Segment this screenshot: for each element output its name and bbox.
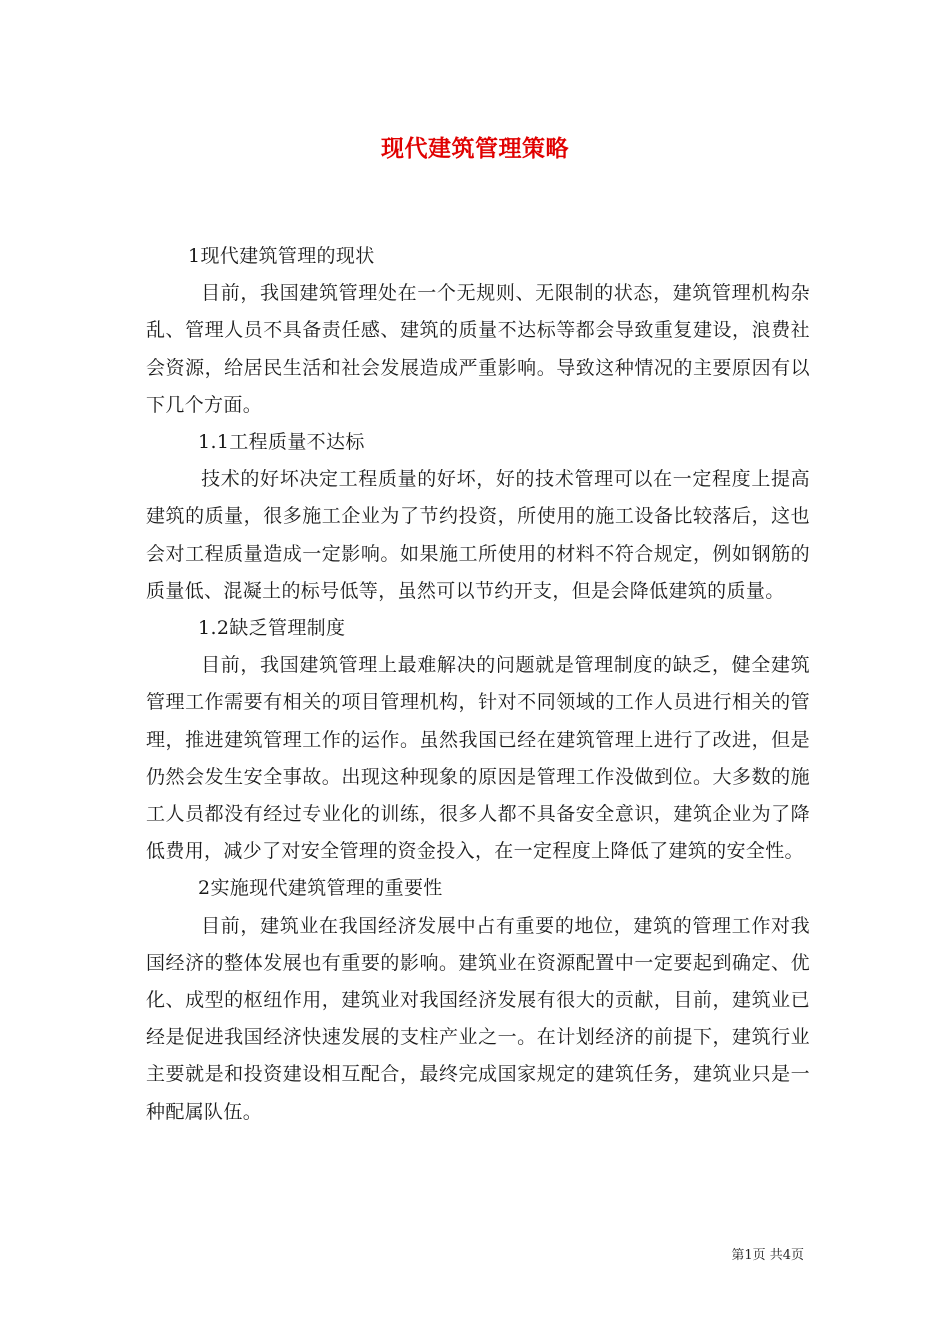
section-heading-1: 1现代建筑管理的现状 (188, 245, 375, 267)
section-heading-1-1: 1.1工程质量不达标 (198, 431, 365, 454)
document-title: 现代建筑管理策略 (381, 136, 569, 162)
paragraph-4: 目前，建筑业在我国经济发展中占有重要的地位，建筑的管理工作对我国经济的整体发展也有重要的影响。建筑业在资源配置中一定要起到确定、优化、成型的枢纽作用，建筑业对我国经济发展有很大的贡献，目前，建筑业已经是促进我国经济快速发展的支柱产业之一。在计划经济的前提下，建筑行业主要就是和投资建设相互配合，最终完成国家规定的建筑任务，建筑业只是一种配属队伍。 (146, 914, 810, 1123)
page-number-footer: 第1页 共4页 (731, 1248, 804, 1263)
paragraph-2: 技术的好坏决定工程质量的好坏，好的技术管理可以在一定程度上提高建筑的质量，很多施工企业为了节约投资，所使用的施工设备比较落后，这也会对工程质量造成一定影响。如果施工所使用的材料不符合规定，例如钢筋的质量低、混凝土的标号低等，虽然可以节约开支，但是会降低建筑的质量。 (146, 468, 810, 602)
section-heading-2: 2实施现代建筑管理的重要性 (198, 877, 443, 900)
paragraph-3: 目前，我国建筑管理上最难解决的问题就是管理制度的缺乏，健全建筑管理工作需要有相关的项目管理机构，针对不同领域的工作人员进行相关的管理，推进建筑管理工作的运作。虽然我国已经在建筑管理上进行了改进，但是仍然会发生安全事故。出现这种现象的原因是管理工作没做到位。大多数的施工人员都没有经过专业化的训练，很多人都不具备安全意识，建筑企业为了降低费用，减少了对安全管理的资金投入，在一定程度上降低了建筑的安全性。 (146, 654, 810, 863)
paragraph-1: 目前，我国建筑管理处在一个无规则、无限制的状态，建筑管理机构杂乱、管理人员不具备责任感、建筑的质量不达标等都会导致重复建设，浪费社会资源，给居民生活和社会发展造成严重影响。导致这种情况的主要原因有以下几个方面。 (146, 282, 810, 416)
document-body (146, 238, 810, 1131)
section-heading-1-2: 1.2缺乏管理制度 (198, 617, 346, 640)
